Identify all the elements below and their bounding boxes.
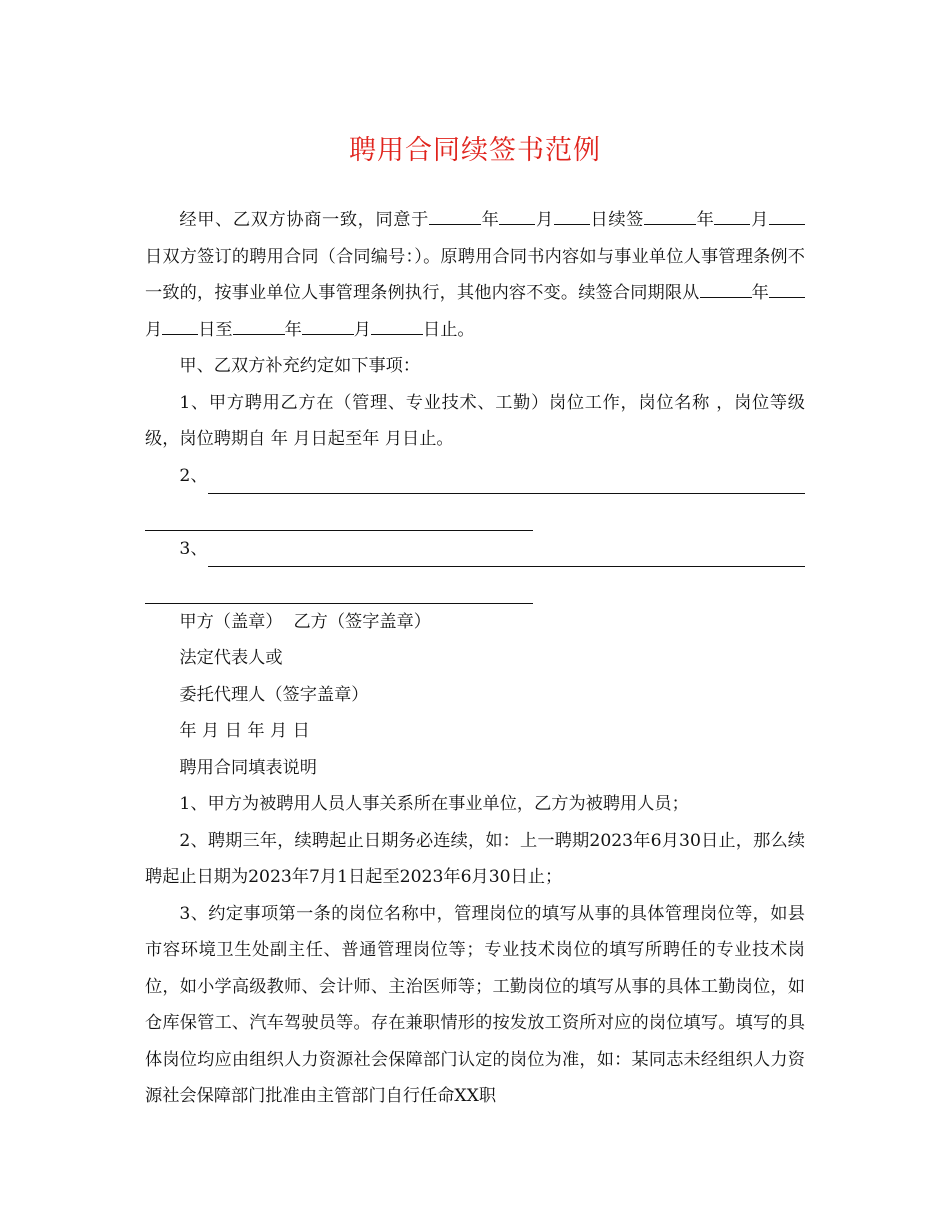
supplement-item-2 <box>145 458 805 495</box>
signature-agent: 委托代理人（签字盖章） <box>179 684 369 705</box>
item-3-fill-line[interactable] <box>208 540 805 567</box>
fill-blank[interactable] <box>769 206 805 225</box>
supplement-heading: 甲、乙双方补充约定如下事项： <box>179 356 421 376</box>
intro-year-label: 年 <box>480 210 500 230</box>
fill-blank[interactable] <box>554 206 590 225</box>
fill-blank[interactable] <box>644 206 696 225</box>
item-2-number: 2、 <box>179 465 208 486</box>
supplement-item-1: 1、甲方聘用乙方在（管理、专业技术、工勤）岗位工作，岗位名称 ，岗位等级 级，岗位聘期自 年 月日起至年 月日止。 <box>145 392 805 449</box>
signature-date: 年 月 日 年 月 日 <box>179 721 310 741</box>
intro-month-label: 月 <box>145 319 163 340</box>
supplement-item-3 <box>145 531 805 568</box>
notes-heading: 聘用合同填表说明 <box>179 757 317 778</box>
fill-blank[interactable] <box>429 206 481 225</box>
signature-parties: 甲方（盖章） 乙方（签字盖章） <box>179 611 431 632</box>
note-1: 1、甲方为被聘用人员人事关系所在事业单位，乙方为被聘用人员； <box>179 794 689 814</box>
intro-until-label: 日至 <box>198 319 233 340</box>
item-3-number: 3、 <box>179 538 208 559</box>
intro-text-end: 日止。 <box>423 319 475 340</box>
supplement-item-3-continued <box>145 567 805 604</box>
fill-blank[interactable] <box>769 279 805 298</box>
intro-year-label: 年 <box>284 319 302 340</box>
fill-blank[interactable] <box>700 279 752 298</box>
note-3: 3、约定事项第一条的岗位名称中，管理岗位的填写从事的具体管理岗位等，如县市容环境卫生处副主任、普通管理岗位等；专业技术岗位的填写所聘任的专业技术岗位，如小学高级教师、会计师、主治医师等；工勤岗位的填写从事的具体工勤岗位，如仓库保管工、汽车驾驶员等。存在兼职情形的按发放工资所对应的岗位填写。填写的具体岗位均应由组织人力资源社会保障部门认定的岗位为准，如：某同志未经组织人力资源社会保障部门批准由主管部门自行任命XX职 <box>145 903 805 1106</box>
item-2-fill-line-continued[interactable] <box>145 504 533 531</box>
intro-paragraph <box>145 202 805 348</box>
fill-blank[interactable] <box>233 315 285 334</box>
note-2: 2、聘期三年，续聘起止日期务必连续，如：上一聘期2023年6月30日止，那么续聘起止日期为2023年7月1日起至2023年6月30日止； <box>145 830 805 887</box>
supplement-item-2-continued <box>145 494 805 531</box>
fill-blank[interactable] <box>714 206 750 225</box>
fill-blank[interactable] <box>371 315 423 334</box>
intro-year-label: 年 <box>696 210 715 230</box>
fill-blank[interactable] <box>302 315 354 334</box>
fill-blank[interactable] <box>499 206 535 225</box>
document-title: 聘用合同续签书范例 <box>349 135 601 166</box>
signature-representative: 法定代表人或 <box>179 648 283 668</box>
intro-month-label: 月 <box>535 210 554 230</box>
intro-month-label: 月 <box>750 210 769 230</box>
fill-blank[interactable] <box>162 315 198 334</box>
intro-text-middle: 日双方签订的聘用合同（合同编号：）。原聘用合同书内容如与事业单位人事管理条例不一致的，按事业单位人事管理条例执行，其他内容不变。续签合同期限从 <box>145 246 805 303</box>
intro-year-label: 年 <box>751 283 769 303</box>
item-2-fill-line[interactable] <box>208 467 805 494</box>
intro-renew-label: 日续签 <box>589 210 645 230</box>
document-body <box>145 202 805 1115</box>
intro-month-label: 月 <box>353 319 371 340</box>
intro-text-start: 经甲、乙双方协商一致，同意于 <box>179 210 429 230</box>
item-3-fill-line-continued[interactable] <box>145 577 533 604</box>
